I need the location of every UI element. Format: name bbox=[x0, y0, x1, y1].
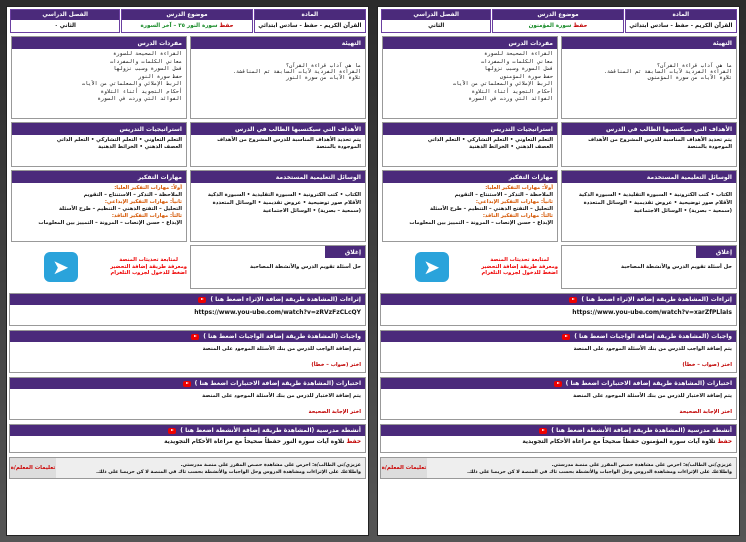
mufradat-body: القراءة الصحيحة للسورة معاني الكلمات والمفردات فضل السورة وسبب نزولها حفظ سورة المؤمنون الربط الإملائي والمعلماتي من الآيات أحكام التجويد أثناء التلاوة الفوائد التي وردت في السورة bbox=[453, 51, 553, 102]
ahdaf-title: الأهداف التي سيكتسبها الطالب في الدرس bbox=[191, 123, 365, 135]
promo-text[interactable]: لمتابعة تحديثات المنصة ومعرفة طريقة إضافة التحضير اضغط للدخول لجروب التلغرام bbox=[110, 257, 187, 277]
mufradat-title: مفردات الدرس bbox=[383, 37, 557, 49]
wajibat-body: يتم إضافة الواجب للدرس من بنك الأسئلة الموجود على المنصة bbox=[573, 346, 732, 352]
ikhtibarat-sub: اختر الإجابة الصحيحة bbox=[308, 409, 361, 415]
ighlaq-body: حل أسئلة تقويم الدرس والأنشطة المصاحبة bbox=[249, 264, 361, 270]
ithraat-section bbox=[9, 293, 366, 326]
maharat-title: مهارات التفكير bbox=[12, 171, 186, 183]
strat-title: استراتيجيات التدريس bbox=[383, 123, 557, 135]
maharat-1-label: أولاً: مهارات التفكير العليا: bbox=[114, 185, 182, 191]
maharat-1-label: أولاً: مهارات التفكير العليا: bbox=[485, 185, 553, 191]
ikhtibarat-sub: اختر الإجابة الصحيحة bbox=[679, 409, 732, 415]
mufradat-title: مفردات الدرس bbox=[12, 37, 186, 49]
promo-area[interactable] bbox=[11, 245, 187, 289]
ikhtibarat-body: يتم إضافة الاختبار للدرس من بنك الأسئلة الموجود على المنصة bbox=[202, 393, 361, 399]
anshita-section bbox=[380, 424, 737, 453]
wajibat-section bbox=[9, 330, 366, 373]
ikhtibarat-section bbox=[380, 377, 737, 420]
youtube-icon[interactable] bbox=[191, 334, 199, 340]
wasail-box bbox=[561, 170, 737, 242]
topic-title: موضوع الدرس bbox=[493, 10, 622, 20]
taalimat-title: تعليمات المعلم/ة bbox=[381, 458, 427, 478]
promo-text[interactable]: لمتابعة تحديثات المنصة ومعرفة طريقة إضافة التحضير اضغط للدخول لجروب التلغرام bbox=[481, 257, 558, 277]
tamhid-title: التهيئة bbox=[191, 37, 365, 49]
wasail-body: الكتاب • كتب الكترونية • السبورة التقليدية • السبورة الذكية الأقلام صور توضيحية • عروض تقديمية • الوسائل المتعددة (سمعية – بصرية) • الوسائل الاجتماعية bbox=[578, 192, 732, 214]
topic-cell bbox=[121, 9, 252, 33]
taalimat-body: عزيزي/تي الطالب/ة: احرص على مشاهدة حصص المقرر على منصة مدرستي. واطلاعك على الإثراءات ومشاهدة الدروس وحل الواجبات والأنشطة بحسب ثاك في المنصة لا كن حريصا على ذلك. bbox=[427, 458, 736, 478]
topic-title: موضوع الدرس bbox=[122, 10, 251, 20]
anshita-title[interactable]: أنشطة مدرسية (المشاهدة طريقة إضافة الأنشطة اضغط هنا ) bbox=[10, 425, 365, 436]
youtube-icon[interactable] bbox=[168, 428, 176, 434]
youtube-icon[interactable] bbox=[554, 381, 562, 387]
taalimat-title: تعليمات المعلم/ة bbox=[10, 458, 56, 478]
strat-body: التعلم التعاوني • التعلم التشاركي • التعلم الذاتي العصف الذهني • الخرائط الذهنية bbox=[56, 137, 182, 150]
maharat-3-body: الإبداع – حسن الإنصات – المرونة – التمييز بين المعلومات bbox=[409, 220, 553, 226]
lesson-page-left bbox=[6, 6, 369, 536]
strat-box bbox=[382, 122, 558, 167]
wajibat-section bbox=[380, 330, 737, 373]
maharat-2-body: التحليل – التفتح الذهني – التنظيم – طرح الأسئلة bbox=[430, 206, 553, 212]
wajibat-body: يتم إضافة الواجب للدرس من بنك الأسئلة الموجود على المنصة bbox=[202, 346, 361, 352]
ighlaq-box bbox=[190, 245, 366, 289]
maharat-2-body: التحليل – التفتح الذهني – التنظيم – طرح الأسئلة bbox=[59, 206, 182, 212]
tamhid-box bbox=[561, 36, 737, 119]
ikhtibarat-section bbox=[9, 377, 366, 420]
ithraat-section bbox=[380, 293, 737, 326]
maharat-box bbox=[382, 170, 558, 242]
term-cell bbox=[381, 9, 491, 33]
topic-name: سورة النور ٣٥ – آخر السورة bbox=[140, 23, 218, 29]
header-table bbox=[380, 9, 737, 33]
maharat-2-label: ثانياً: مهارات التفكير الإبداعي: bbox=[475, 199, 553, 205]
mufradat-box bbox=[11, 36, 187, 119]
youtube-icon[interactable] bbox=[183, 381, 191, 387]
maharat-2-label: ثانياً: مهارات التفكير الإبداعي: bbox=[104, 199, 182, 205]
maharat-3-body: الإبداع – حسن الإنصات – المرونة – التمييز بين المعلومات bbox=[38, 220, 182, 226]
youtube-icon[interactable] bbox=[539, 428, 547, 434]
wasail-body: الكتاب • كتب الكترونية • السبورة التقليدية • السبورة الذكية الأقلام صور توضيحية • عروض تقديمية • الوسائل المتعددة (سمعية – بصرية) • الوسائل الاجتماعية bbox=[207, 192, 361, 214]
youtube-icon[interactable] bbox=[569, 297, 577, 303]
taalimat-body: عزيزي/تي الطالب/ة: احرص على مشاهدة حصص المقرر على منصة مدرستي. واطلاعك على الإثراءات ومشاهدة الدروس وحل الواجبات والأنشطة بحسب ثاك في المنصة لا كن حريصا على ذلك. bbox=[56, 458, 365, 478]
subject-cell bbox=[254, 9, 366, 33]
maharat-title: مهارات التفكير bbox=[383, 171, 557, 183]
ikhtibarat-title[interactable]: اختبارات (المشاهدة طريقة إضافة الاختبارات اضغط هنا ) bbox=[381, 378, 736, 389]
ahdaf-box bbox=[561, 122, 737, 167]
term-value: الثاني bbox=[428, 23, 445, 29]
youtube-icon[interactable] bbox=[198, 297, 206, 303]
anshita-body: حفظ تلاوة آيات سورة النور حفظاً صحيحاً مع مراعاة الأحكام التجويدية bbox=[164, 439, 361, 445]
ighlaq-title: إغلاق الدرس bbox=[696, 246, 736, 258]
maharat-1-body: الملاحظة – التذكر – الاستنتاج – التقويم bbox=[454, 192, 553, 198]
ahdaf-box bbox=[190, 122, 366, 167]
tamhid-body: ما هي آداب قراءة القرآن؟ القراءة الفردية لآيات السابقة ثم المناقشة. تلاوة الآيات من سورة المؤمنون bbox=[603, 63, 732, 82]
mufradat-box bbox=[382, 36, 558, 119]
ighlaq-box bbox=[561, 245, 737, 289]
wasail-title: الوسائل التعليمية المستخدمة bbox=[191, 171, 365, 183]
subject-title: المادة bbox=[626, 10, 736, 20]
anshita-title[interactable]: أنشطة مدرسية (المشاهدة طريقة إضافة الأنشطة اضغط هنا ) bbox=[381, 425, 736, 436]
anshita-body: حفظ تلاوة آيات سورة المؤمنون حفظاً صحيحاً مع مراعاة الأحكام التجويدية bbox=[522, 439, 732, 445]
ahdaf-title: الأهداف التي سيكتسبها الطالب في الدرس bbox=[562, 123, 736, 135]
maharat-3-label: ثالثاً: مهارات التفكير الناقد: bbox=[482, 213, 553, 219]
mufradat-body: القراءة الصحيحة للسورة معاني الكلمات والمفردات فضل السورة وسبب نزولها حفظ سورة النور الربط الإملائي والمعلماتي من الآيات أحكام التجويد أثناء التلاوة الفوائد التي وردت في السورة bbox=[82, 51, 182, 102]
term-value: الثاني ٠ bbox=[54, 23, 76, 29]
promo-area[interactable] bbox=[382, 245, 558, 289]
wasail-title: الوسائل التعليمية المستخدمة bbox=[562, 171, 736, 183]
term-title: الفصل الدراسي bbox=[11, 10, 119, 20]
ithraat-link[interactable]: https://www.you-ube.com/watch?v=xarZfPLlaIs bbox=[572, 309, 732, 316]
subject-title: المادة bbox=[255, 10, 365, 20]
term-cell bbox=[10, 9, 120, 33]
tamhid-body: ما هي آداب قراءة القرآن؟ القراءة الفردية لآيات السابقة ثم المناقشة. تلاوة الآيات من سورة النور bbox=[232, 63, 361, 82]
wajibat-title[interactable]: واجبات (المشاهدة طريقة إضافة الواجبات اضغط هنا ) bbox=[381, 331, 736, 342]
topic-cell bbox=[492, 9, 623, 33]
telegram-icon[interactable]: ➤ bbox=[415, 252, 449, 282]
topic-prefix: حفظ bbox=[219, 23, 234, 29]
ighlaq-title: إغلاق الدرس bbox=[325, 246, 365, 258]
header-table bbox=[9, 9, 366, 33]
wajibat-sub: اختر (صواب – خطأ) bbox=[682, 362, 732, 368]
topic-name: سورة المؤمنون bbox=[528, 23, 572, 29]
ighlaq-body: حل أسئلة تقويم الدرس والأنشطة المصاحبة bbox=[620, 264, 732, 270]
strat-box bbox=[11, 122, 187, 167]
taalimat-section bbox=[380, 457, 737, 479]
tamhid-title: التهيئة bbox=[562, 37, 736, 49]
topic-prefix: حفظ bbox=[573, 23, 588, 29]
subject-value: القرآن الكريم - حفظ - سادس ابتدائي bbox=[629, 23, 733, 29]
strat-title: استراتيجيات التدريس bbox=[12, 123, 186, 135]
wasail-box bbox=[190, 170, 366, 242]
subject-value: القرآن الكريم - حفظ - سادس ابتدائي bbox=[258, 23, 362, 29]
term-title: الفصل الدراسي bbox=[382, 10, 490, 20]
wajibat-sub: اختر (صواب – خطأ) bbox=[311, 362, 361, 368]
tamhid-box bbox=[190, 36, 366, 119]
ithraat-title[interactable]: إثراءات (المشاهدة طريقة إضافة الإثراء اضغط هنا ) bbox=[381, 294, 736, 305]
ithraat-title[interactable]: إثراءات (المشاهدة طريقة إضافة الإثراء اضغط هنا ) bbox=[10, 294, 365, 305]
telegram-icon[interactable]: ➤ bbox=[44, 252, 78, 282]
lesson-page-right bbox=[377, 6, 740, 536]
subject-cell bbox=[625, 9, 737, 33]
ikhtibarat-body: يتم إضافة الاختبار للدرس من بنك الأسئلة الموجود على المنصة bbox=[573, 393, 732, 399]
topic-value bbox=[493, 20, 622, 32]
wajibat-title[interactable]: واجبات (المشاهدة طريقة إضافة الواجبات اضغط هنا ) bbox=[10, 331, 365, 342]
taalimat-section bbox=[9, 457, 366, 479]
ikhtibarat-title[interactable]: اختبارات (المشاهدة طريقة إضافة الاختبارات اضغط هنا ) bbox=[10, 378, 365, 389]
maharat-box bbox=[11, 170, 187, 242]
ahdaf-body: يتم تحديد الأهداف المناسبة للدرس المشروح من الأهداف الموجودة بالمنصة bbox=[217, 137, 361, 150]
anshita-section bbox=[9, 424, 366, 453]
topic-value bbox=[122, 20, 251, 32]
ithraat-link[interactable]: https://www.you-ube.com/watch?v=zRVzFzCLcQY bbox=[194, 309, 361, 316]
maharat-1-body: الملاحظة – التذكر – الاستنتاج – التقويم bbox=[83, 192, 182, 198]
ahdaf-body: يتم تحديد الأهداف المناسبة للدرس المشروح من الأهداف الموجودة بالمنصة bbox=[588, 137, 732, 150]
maharat-3-label: ثالثاً: مهارات التفكير الناقد: bbox=[111, 213, 182, 219]
strat-body: التعلم التعاوني • التعلم التشاركي • التعلم الذاتي العصف الذهني • الخرائط الذهنية bbox=[427, 137, 553, 150]
youtube-icon[interactable] bbox=[562, 334, 570, 340]
